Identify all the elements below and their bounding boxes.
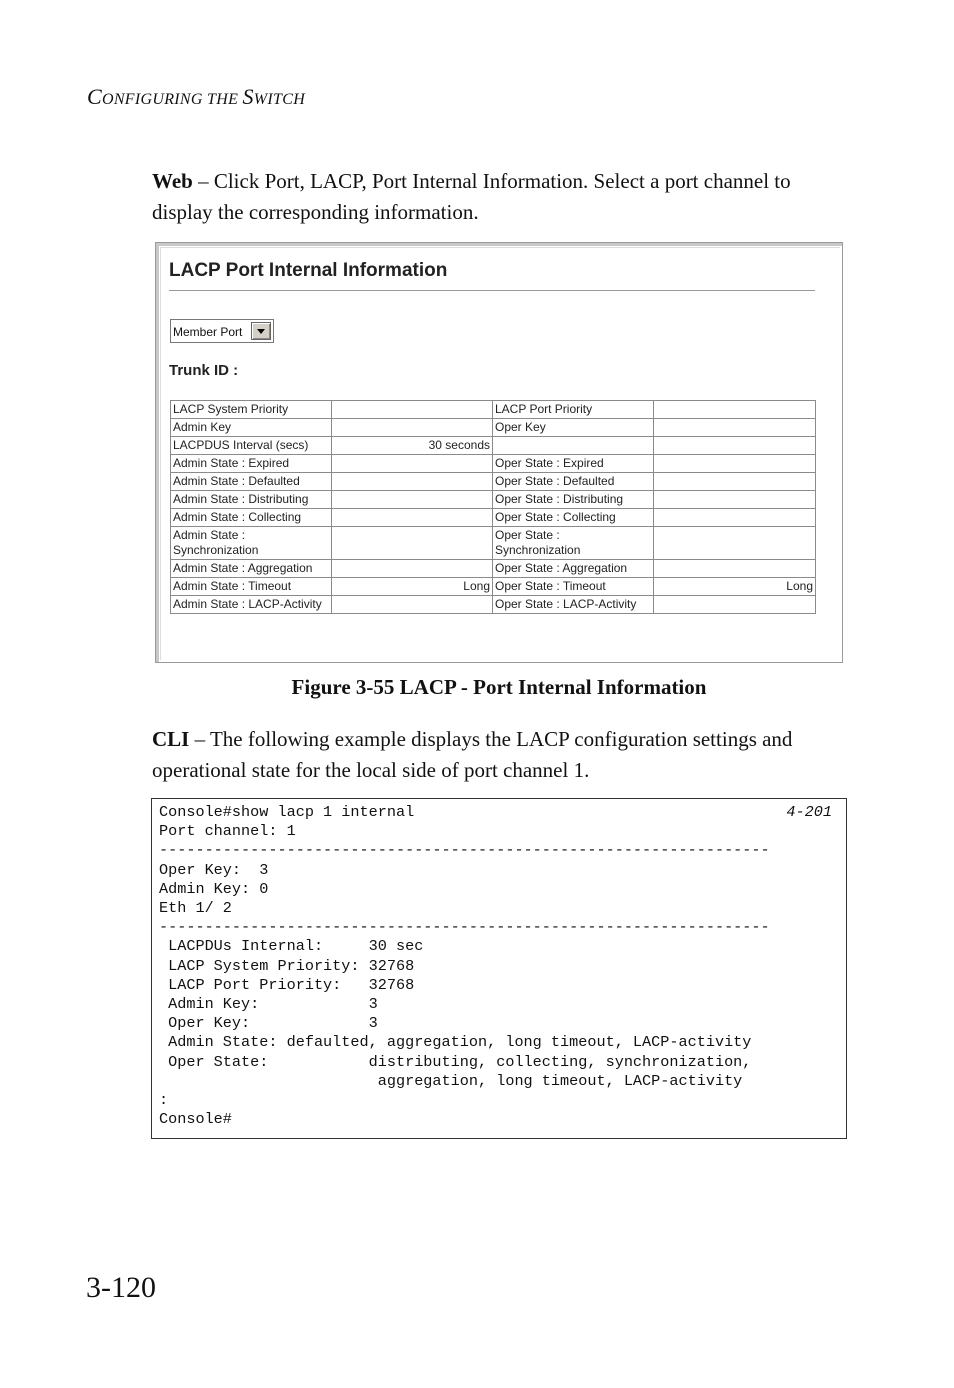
field-value [654, 419, 816, 437]
field-value [332, 527, 493, 560]
field-value: Long [332, 578, 493, 596]
table-row [171, 527, 816, 560]
field-value [654, 509, 816, 527]
field-label: Oper State : Collecting [493, 509, 654, 527]
field-label [493, 437, 654, 455]
console-output: Console#show lacp 1 internal Port channel: 1 ------------------------------------------------------------------- Oper Key: 3 Admin Key: 0 Eth 1/ 2 ------------------------------------------------------------------- LACPDUs Internal: 30 sec LACP System Priority: 32768 LACP Port Priority: 32768 Admin Key: 3 Oper Key: 3 Admin State: defaulted, aggregation, long timeout, LACP-activity Oper State: distributing, collecting, synchronization, aggregation, long timeout, LACP-activity : Console# [159, 803, 770, 1129]
field-label: LACP System Priority [171, 401, 332, 419]
field-value [332, 560, 493, 578]
field-value [654, 527, 816, 560]
field-label: Admin State : Aggregation [171, 560, 332, 578]
field-label: Admin State : Defaulted [171, 473, 332, 491]
field-label: Oper State : Synchronization [493, 527, 654, 560]
field-label: Admin Key [171, 419, 332, 437]
field-label: Admin State : LACP-Activity [171, 596, 332, 614]
select-value: Member Port [173, 325, 243, 339]
field-label: Oper State : LACP-Activity [493, 596, 654, 614]
cli-lead: CLI [152, 727, 190, 751]
field-value [332, 419, 493, 437]
page-number: 3-120 [86, 1271, 156, 1304]
field-value [654, 455, 816, 473]
table-row [171, 596, 816, 614]
web-text: – Click Port, LACP, Port Internal Information. Select a port channel to display the corresponding information. [152, 169, 791, 224]
field-label: Oper Key [493, 419, 654, 437]
field-value: Long [654, 578, 816, 596]
web-instructions [152, 166, 852, 228]
table-row [171, 437, 816, 455]
web-lead: Web [152, 169, 193, 193]
cli-instructions [152, 724, 852, 786]
table-row [171, 419, 816, 437]
cli-text: – The following example displays the LACP configuration settings and operational state for the local side of port channel 1. [152, 727, 793, 782]
screenshot-title: LACP Port Internal Information [169, 260, 448, 281]
field-label: Oper State : Defaulted [493, 473, 654, 491]
field-label: Oper State : Expired [493, 455, 654, 473]
running-head-part: S [242, 84, 254, 109]
command-reference: 4-201 [786, 803, 832, 821]
field-value [332, 455, 493, 473]
running-head [87, 84, 305, 110]
field-value [332, 401, 493, 419]
field-value [654, 437, 816, 455]
running-head-part: ONFIGURING THE [101, 91, 243, 108]
field-label: LACP Port Priority [493, 401, 654, 419]
field-label: Admin State : Timeout [171, 578, 332, 596]
console-block [151, 798, 847, 1139]
field-label: Admin State : Expired [171, 455, 332, 473]
running-head-part: C [87, 84, 102, 109]
table-row [171, 578, 816, 596]
figure-caption: Figure 3-55 LACP - Port Internal Information [291, 675, 707, 699]
field-value [332, 509, 493, 527]
table-row [171, 473, 816, 491]
dropdown-button[interactable] [251, 322, 271, 340]
table-row [171, 455, 816, 473]
field-value: 30 seconds [332, 437, 493, 455]
running-head-part: WITCH [253, 91, 306, 108]
field-value [654, 401, 816, 419]
field-value [654, 560, 816, 578]
field-label: Oper State : Aggregation [493, 560, 654, 578]
table-row [171, 401, 816, 419]
member-port-select[interactable] [170, 319, 274, 343]
title-rule [169, 290, 815, 291]
table-row [171, 509, 816, 527]
field-label: Admin State : Distributing [171, 491, 332, 509]
field-label: Oper State : Distributing [493, 491, 654, 509]
lacp-info-table [170, 400, 816, 614]
field-value [654, 473, 816, 491]
table-row [171, 491, 816, 509]
field-value [332, 596, 493, 614]
field-label: Admin State : Synchronization [171, 527, 332, 560]
field-value [654, 596, 816, 614]
field-label: LACPDUS Interval (secs) [171, 437, 332, 455]
field-value [654, 491, 816, 509]
trunk-id-label: Trunk ID : [169, 362, 239, 379]
field-value [332, 491, 493, 509]
field-label: Admin State : Collecting [171, 509, 332, 527]
table-row [171, 560, 816, 578]
chevron-down-icon [257, 329, 265, 334]
field-label: Oper State : Timeout [493, 578, 654, 596]
field-value [332, 473, 493, 491]
